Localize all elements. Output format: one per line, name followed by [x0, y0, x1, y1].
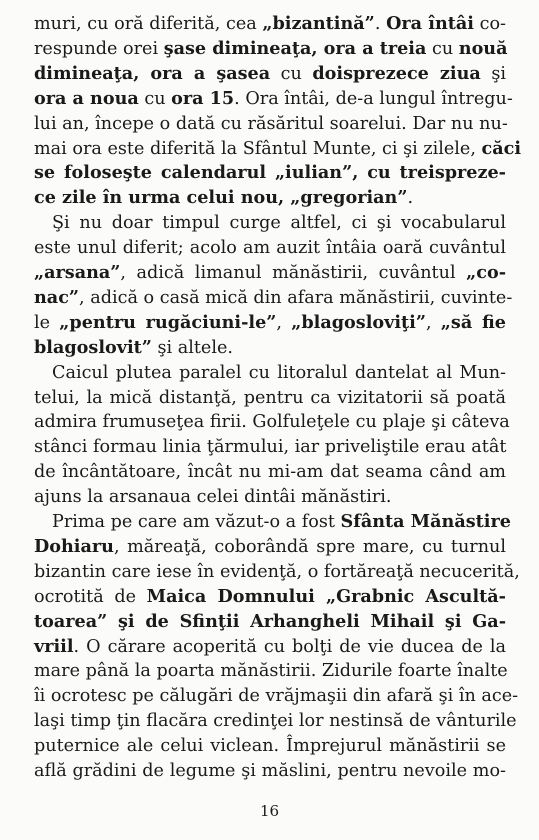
bold-text: nouă — [458, 37, 508, 59]
text-run: puternice ale celui viclean. Împrejurul mănăstirii se — [34, 736, 506, 757]
bold-text: „să fie — [440, 311, 506, 333]
text-run: co- — [473, 14, 507, 34]
bold-text: Dohiaru — [34, 535, 114, 557]
text-run: , adică o casă mică din afara mănăstirii, cuvinte- — [79, 287, 513, 308]
bold-text: „pentru rugăciuni-le” — [59, 311, 277, 333]
text-line — [34, 163, 506, 183]
text-run: , — [276, 312, 292, 333]
text-line — [34, 39, 506, 59]
text-run: ajuns la arsanaua celei dintâi mănăstiri. — [34, 487, 392, 508]
bold-text: ora a noua — [34, 87, 139, 109]
text-run: telui, la mică distanţă, pentru ca vizitatorii să poată — [34, 387, 506, 408]
bold-text: Sfânta Mănăstire — [340, 511, 511, 532]
text-line — [34, 537, 506, 557]
text-line — [34, 313, 506, 333]
text-run: , — [425, 312, 441, 333]
bold-text: „arsana” — [34, 262, 121, 283]
text-run: Prima pe care am văzut-o a fost — [52, 512, 341, 532]
text-line — [34, 64, 506, 84]
text-line — [34, 388, 506, 408]
text-run: află grădini de legume şi măslini, pentru nevoile mo- — [34, 761, 506, 781]
text-run: bizantin care iese în evidenţă, o fortăreaţă necucerită, — [34, 561, 520, 582]
text-line — [34, 462, 506, 482]
bold-text: dimineaţa, ora a şasea — [34, 62, 271, 84]
text-line — [34, 137, 522, 159]
bold-text: „co- — [466, 262, 506, 283]
bold-text: Ora întâi — [386, 13, 474, 34]
text-line — [34, 711, 517, 732]
text-run: de încântătoare, încât nu mi-am dat seama când am — [34, 462, 506, 483]
text-line — [34, 587, 506, 607]
text-run: cu — [138, 88, 172, 109]
text-run: este unul diferit; acolo am auzit întâia oară cuvântul — [34, 238, 506, 259]
bold-text: Maica Domnului „Grabnic Ascultă- — [146, 585, 506, 607]
text-run: le — [34, 312, 60, 333]
text-line — [34, 661, 506, 681]
text-line — [52, 363, 506, 383]
page-number: 16 — [259, 802, 280, 820]
text-line — [34, 87, 513, 109]
bold-text: ce zile în urma celui nou, „gregorian” — [34, 187, 408, 209]
bold-text: blagoslovit” — [34, 336, 152, 358]
text-line — [34, 612, 506, 632]
text-run: . Ora întâi, de-a lungul întregu- — [234, 88, 513, 109]
text-run: şi — [480, 63, 506, 84]
text-run: şi altele. — [151, 337, 233, 358]
text-run: Caicul plutea paralel cu litoralul dantelat al Mun- — [52, 362, 506, 383]
text-run: laşi timp ţin flacăra credinţei lor nestinsă de vânturile — [34, 711, 517, 732]
text-run: stânci formau linia ţărmului, iar priveliştile erau atât — [34, 437, 507, 458]
text-run: ocrotită de — [34, 586, 147, 607]
text-line — [34, 188, 506, 208]
text-run: . — [374, 14, 387, 34]
text-line — [34, 263, 506, 283]
text-line — [34, 686, 519, 707]
bold-text: „blagosloviţi” — [291, 311, 426, 333]
text-run: îi ocrotesc pe călugări de vrăjmaşii din afară şi în ace- — [34, 686, 519, 707]
text-run: lui an, începe o dată cu răsăritul soarelui. Dar nu nu- — [34, 113, 508, 134]
bold-text: „bizantină” — [262, 13, 375, 34]
text-run: , măreaţă, coborândă spre mare, cu turnul — [113, 536, 506, 557]
text-line — [34, 437, 506, 457]
text-run: , adică limanul mănăstirii, cuvântul — [120, 263, 467, 283]
bold-text: se foloseşte calendarul „iulian”, cu treispreze- — [34, 162, 506, 184]
text-line — [34, 561, 520, 582]
bold-text: doisprezece ziua — [312, 62, 481, 84]
text-line — [34, 114, 506, 134]
text-run: cu — [426, 38, 459, 59]
text-line — [34, 761, 506, 781]
bold-text: toarea” şi de Sfinţii Arhangheli Mihail şi Ga- — [34, 610, 506, 632]
text-run: cu — [270, 63, 313, 84]
bold-text: ora 15 — [171, 87, 235, 109]
text-line — [34, 412, 510, 433]
text-line — [34, 487, 506, 507]
text-line — [34, 338, 506, 358]
text-run: muri, cu oră diferită, cea — [34, 14, 263, 34]
text-line — [34, 14, 506, 34]
text-run: admira frumuseţea firii. Golfuleţele cu plaje şi câteva — [34, 412, 510, 433]
bold-text: şase dimineaţa, ora a treia — [163, 37, 427, 59]
text-run: mai ora este diferită la Sfântul Munte, ci şi zilele, — [34, 138, 482, 159]
bold-text: căci — [481, 137, 522, 159]
text-run: mare până la poarta mănăstirii. Zidurile foarte înalte — [34, 661, 508, 682]
text-run: respunde orei — [34, 38, 164, 59]
text-run: Şi nu doar timpul curge altfel, ci şi vocabularul — [52, 213, 506, 234]
text-line — [34, 238, 506, 258]
bold-text: vriil — [34, 635, 74, 657]
text-run: . O cărare acoperită cu bolţi de vie ducea de la — [73, 636, 506, 657]
text-line — [34, 637, 506, 657]
text-line — [52, 213, 506, 233]
text-line — [52, 511, 511, 532]
text-line — [34, 286, 513, 308]
text-run: . — [407, 188, 414, 209]
text-line — [34, 736, 506, 756]
bold-text: nac” — [34, 286, 80, 308]
